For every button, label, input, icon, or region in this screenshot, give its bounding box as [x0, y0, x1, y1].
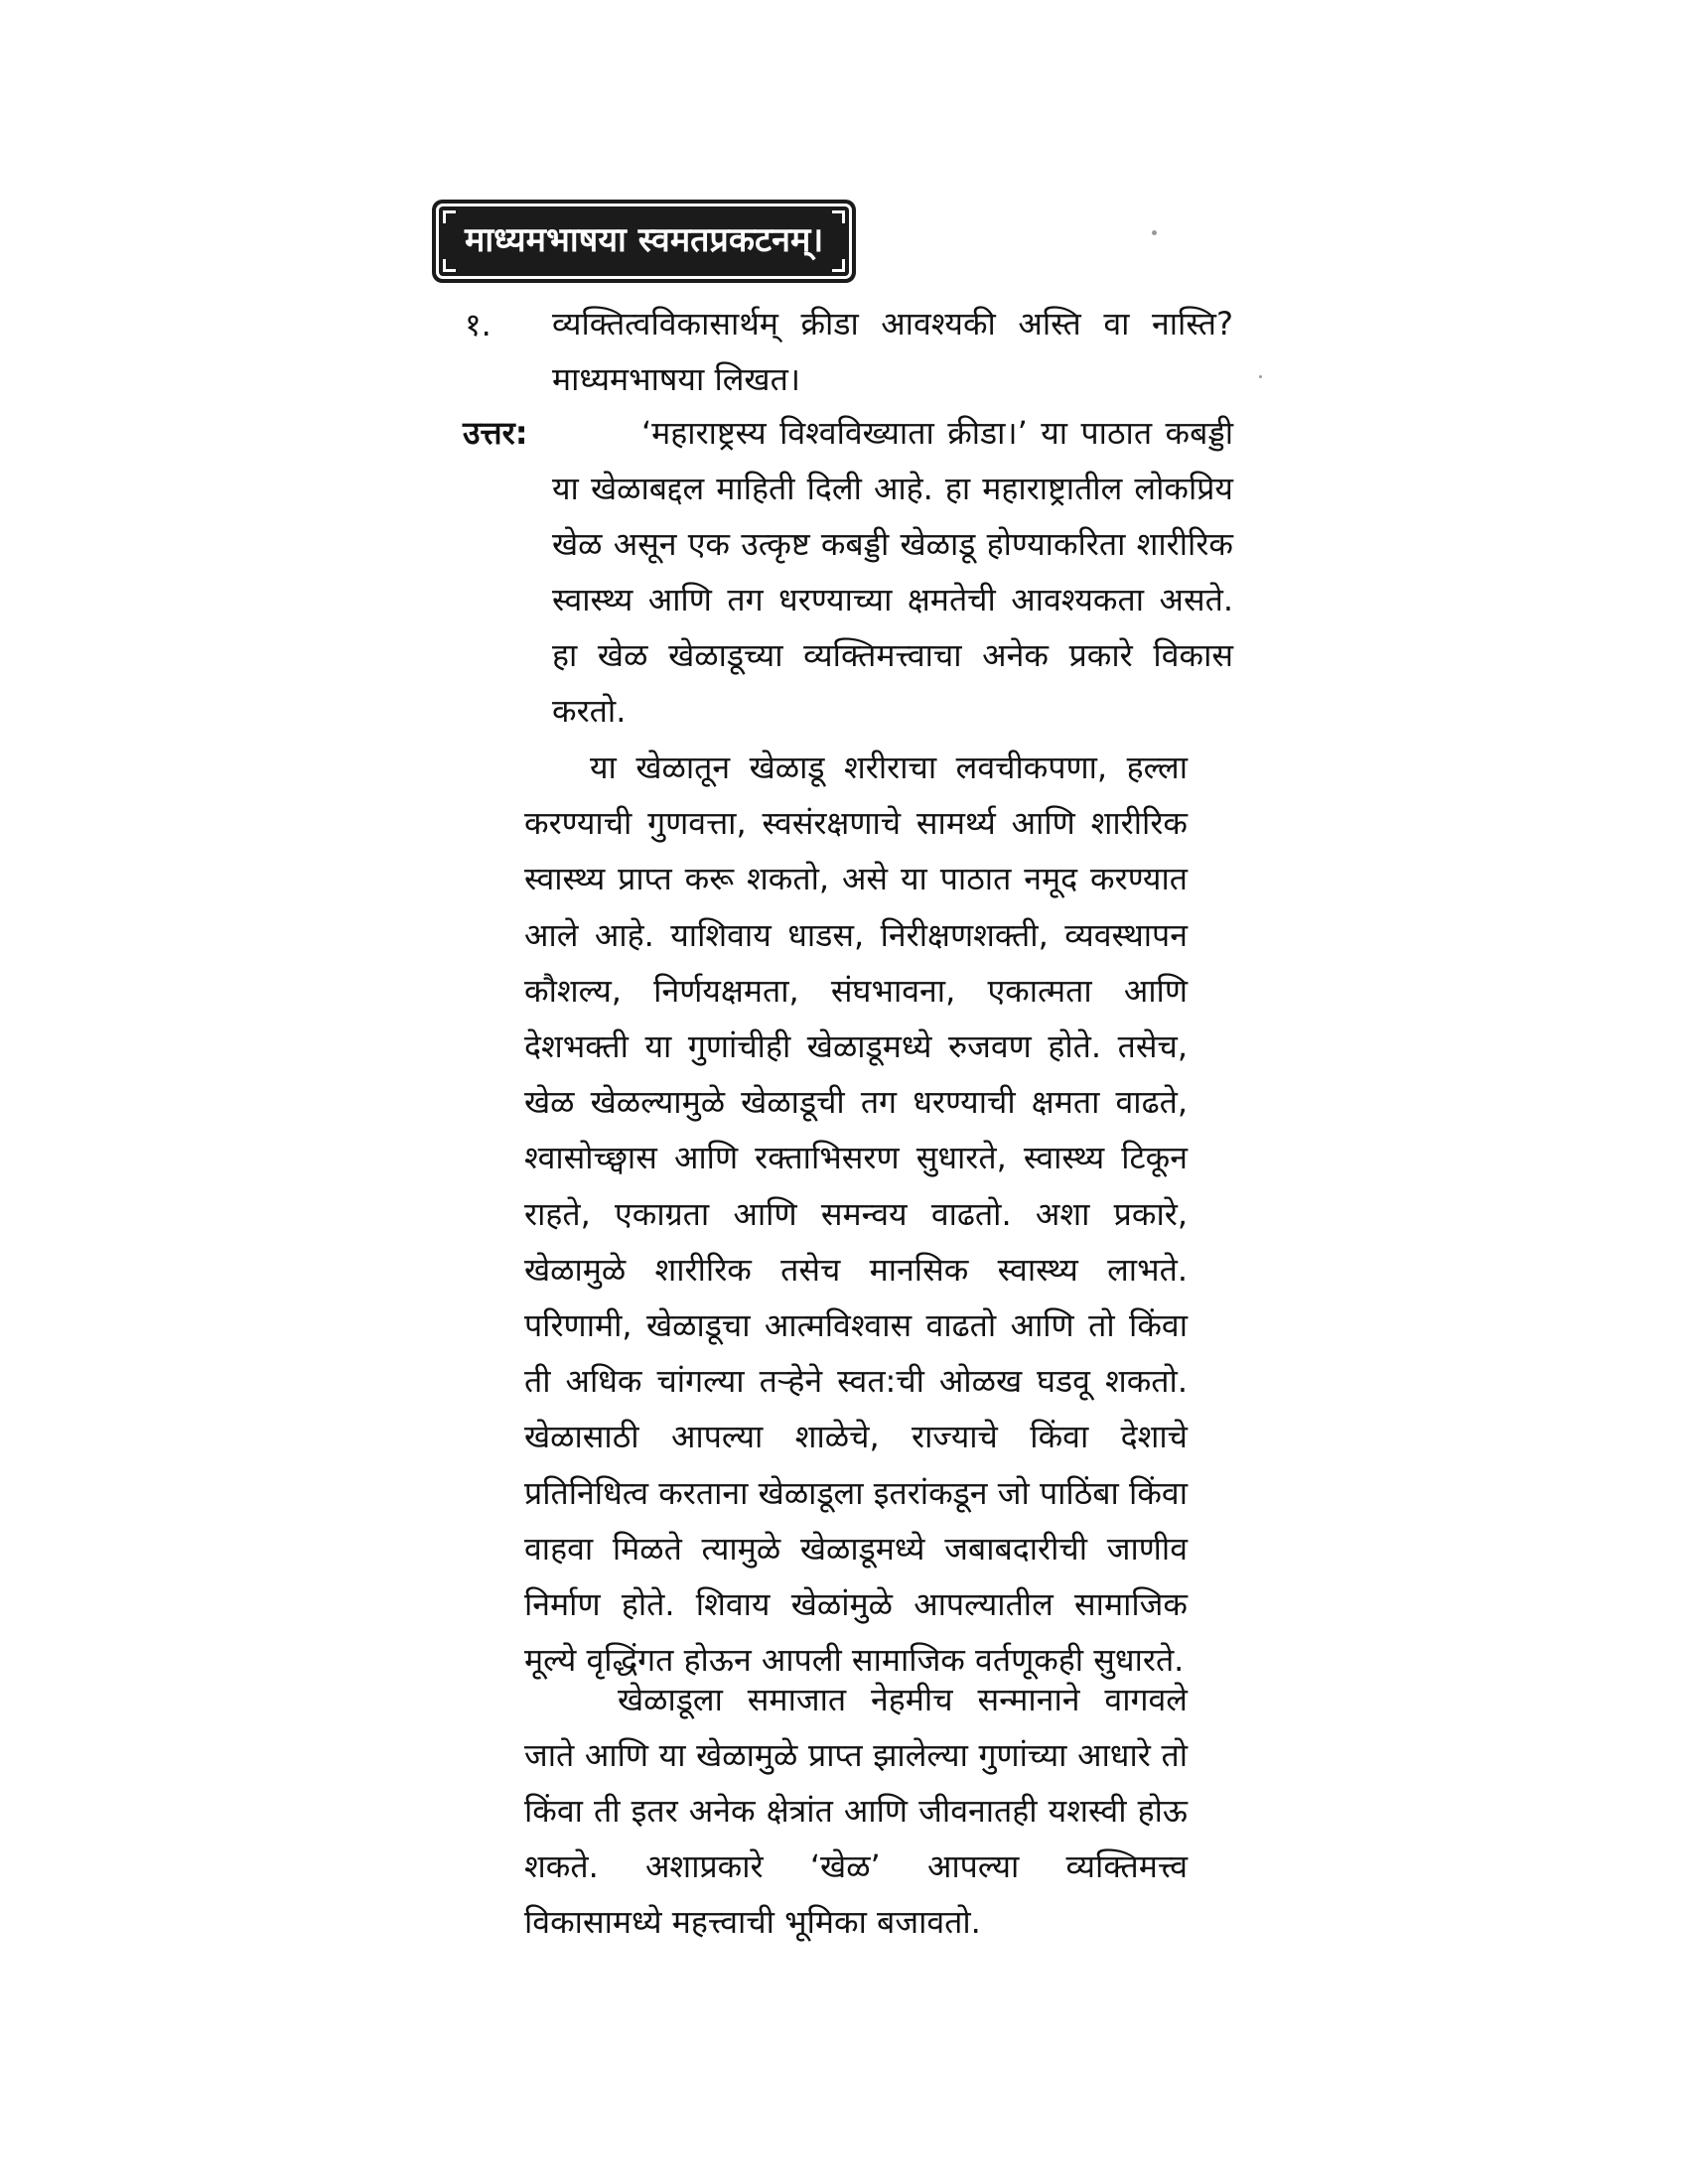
- frame-corner-decoration: [443, 210, 456, 223]
- frame-corner-decoration: [443, 259, 456, 272]
- scan-speck: [1152, 230, 1157, 235]
- answer-paragraph: या खेळातून खेळाडू शरीराचा लवचीकपणा, हल्ला करण्याची गुणवत्ता, स्वसंरक्षणाचे सामर्थ्य आणि शारीरिक स्वास्थ्य प्राप्त करू शकतो, असे या पाठात नमूद करण्यात आले आहे. याशिवाय धाडस, निरीक्षणशक्ती, व्यवस्थापन कौशल्य, निर्णयक्षमता, संघभावना, एकात्मता आणि देशभक्ती या गुणांचीही खेळाडूमध्ये रुजवण होते. तसेच, खेळ खेळल्यामुळे खेळाडूची तग धरण्याची क्षमता वाढते, श्वासोच्छ्वास आणि रक्ताभिसरण सुधारते, स्वास्थ्य टिकून राहते, एकाग्रता आणि समन्वय वाढतो. अशा प्रकारे, खेळामुळे शारीरिक तसेच मानसिक स्वास्थ्य लाभते. परिणामी, खेळाडूचा आत्मविश्वास वाढतो आणि तो किंवा ती अधिक चांगल्या तऱ्हेने स्वत:ची ओळख घडवू शकतो. खेळासाठी आपल्या शाळेचे, राज्याचे किंवा देशाचे प्रतिनिधित्व करताना खेळाडूला इतरांकडून जो पाठिंबा किंवा वाहवा मिळते त्यामुळे खेळाडूमध्ये जबाबदारीची जाणीव निर्माण होते. शिवाय खेळांमुळे आपल्यातील सामाजिक मूल्ये वृद्धिंगत होऊन आपली सामाजिक वर्तणूकही सुधारते.: [524, 749, 1188, 1680]
- section-heading: [439, 206, 849, 276]
- frame-corner-decoration: [832, 259, 845, 272]
- frame-corner-decoration: [832, 210, 845, 223]
- answer-label: उत्तर:: [463, 414, 528, 452]
- scan-speck: [1259, 375, 1262, 378]
- question-number: १.: [465, 306, 492, 343]
- question-text: व्यक्तित्वविकासार्थम् क्रीडा आवश्यकी अस्ति वा नास्ति? माध्यमभाषया लिखत।: [552, 305, 1233, 398]
- answer-paragraph: खेळाडूला समाजात नेहमीच सन्मानाने वागवले जाते आणि या खेळामुळे प्राप्त झालेल्या गुणांच्या आधारे तो किंवा ती इतर अनेक क्षेत्रांत आणि जीवनातही यशस्वी होऊ शकते. अशाप्रकारे ‘खेळ’ आपल्या व्यक्तिमत्त्व विकासामध्ये महत्त्वाची भूमिका बजावतो.: [524, 1681, 1188, 1941]
- answer-paragraph: ‘महाराष्ट्रस्य विश्वविख्याता क्रीडा।’ या पाठात कबड्डी या खेळाबद्दल माहिती दिली आहे. हा महाराष्ट्रातील लोकप्रिय खेळ असून एक उत्कृष्ट कबड्डी खेळाडू होण्याकरिता शारीरिक स्वास्थ्य आणि तग धरण्याच्या क्षमतेची आवश्यकता असते. हा खेळ खेळाडूच्या व्यक्तिमत्त्वाचा अनेक प्रकारे विकास करतो.: [552, 414, 1233, 730]
- section-heading-text: माध्यमभाषया स्वमतप्रकटनम्।: [465, 220, 824, 260]
